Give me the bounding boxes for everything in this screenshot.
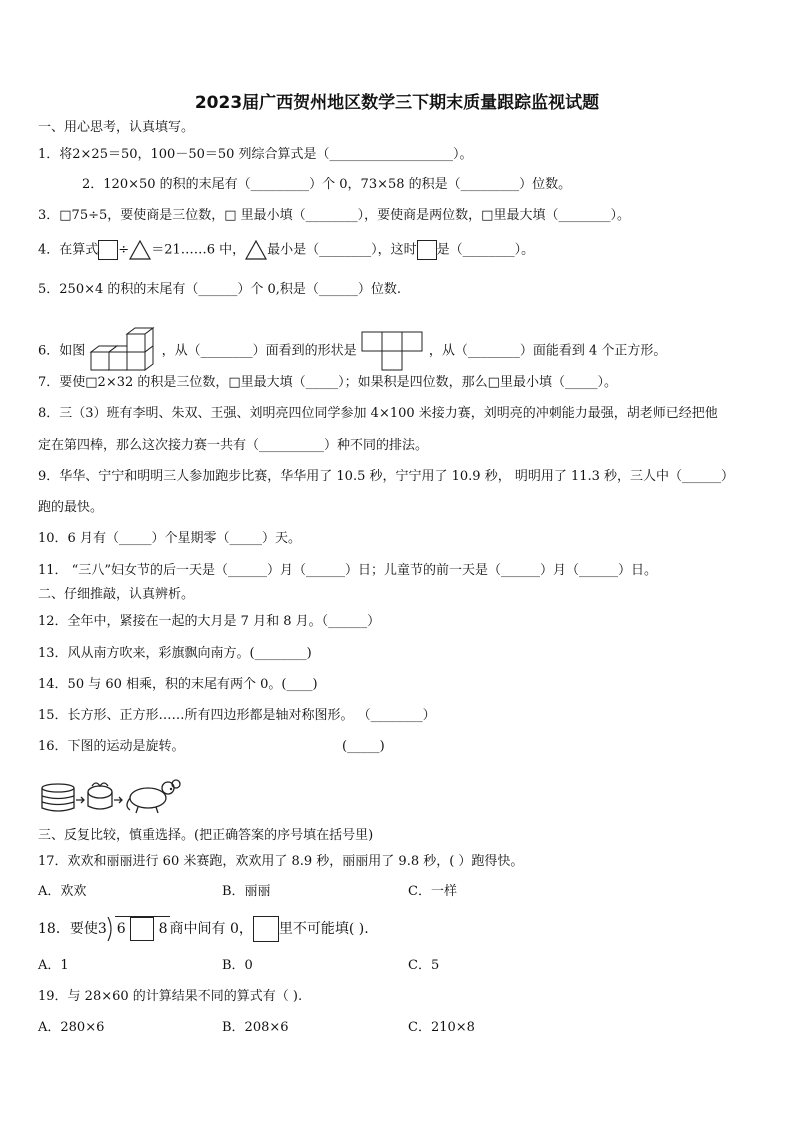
q18-option-c: C．5 (408, 958, 440, 973)
q4-text-b: ÷ (118, 242, 130, 258)
q18-text-b: 商中间有 0， (169, 921, 253, 937)
question-12: 12．全年中，紧接在一起的大月是 7 月和 8 月。（______） (38, 614, 381, 629)
view-shape-figure (361, 331, 425, 371)
triangle-icon (129, 240, 151, 260)
q18-digit-1: 6 (116, 921, 126, 937)
q6-text-c: ，从（________）面能看到 4 个正方形。 (428, 343, 667, 359)
square-box-icon (98, 240, 118, 260)
question-19: 19．与 28×60 的计算结果不同的算式有（ ). (38, 989, 303, 1004)
q19-option-c: C．210×8 (408, 1020, 475, 1035)
question-9-line-2: 跑的最快。 (38, 500, 104, 515)
rotation-motion-figure (40, 776, 190, 816)
cube-stack-figure (89, 326, 157, 376)
question-2: 2．120×50 的积的末尾有（_________）个 0，73×58 的积是（_________）位数。 (82, 177, 572, 192)
q4-text-a: 4．在算式 (38, 242, 99, 258)
section-1-heading: 一、用心思考，认真填写。 (38, 120, 195, 135)
q18-text-a: 18．要使 (38, 921, 98, 937)
q6-text-b: ，从（________）面看到的形状是 (161, 343, 357, 359)
q17-option-c: C．一样 (408, 884, 457, 899)
q6-text-a: 6．如图 (38, 343, 86, 359)
square-box-icon (253, 916, 279, 942)
question-10: 10．6 月有（_____）个星期零（_____）天。 (38, 531, 301, 546)
q19-option-b: B．208×6 (222, 1020, 289, 1035)
q18-dividend (115, 916, 170, 941)
q18-divisor: 3 (97, 921, 107, 937)
question-7: 7．要使□2×32 的积是三位数，□里最大填（_____）；如果积是四位数，那么□里最小填（_____）。 (38, 375, 617, 390)
question-16-blank: (_____) (342, 739, 385, 754)
question-15: 15．长方形、正方形……所有四边形都是轴对称图形。 （________） (38, 708, 436, 723)
q19-option-a: A．280×6 (38, 1020, 105, 1035)
question-3: 3．□75÷5，要使商是三位数，□ 里最小填（________），要使商是两位数，□里最大填（________）。 (38, 208, 630, 223)
question-6 (38, 326, 666, 376)
question-9-line-1: 9．华华、宁宁和明明三人参加跑步比赛，华华用了 10.5 秒，宁宁用了 10.9 秒， 明明用了 11.3 秒，三人中（______） (38, 469, 735, 484)
question-11: 11． “三八”妇女节的后一天是（______）月（______）日；儿童节的前一天是（______）月（______）日。 (38, 563, 657, 578)
square-box-icon (130, 917, 154, 941)
long-division-bracket-icon (107, 916, 115, 942)
question-16: 16．下图的运动是旋转。 (38, 739, 185, 754)
question-1: 1．将2×25＝50，100－50＝50 列综合算式是（___________________）。 (38, 147, 473, 162)
question-13: 13．风从南方吹来，彩旗飘向南方。(________) (38, 646, 312, 661)
q4-text-e: 是（________）。 (436, 242, 535, 258)
q18-digit-3: 8 (158, 921, 168, 937)
question-4 (38, 240, 534, 261)
q18-text-c: 里不可能填( ). (278, 921, 369, 937)
page-title: 2023届广西贺州地区数学三下期末质量跟踪监视试题 (194, 93, 600, 113)
question-5: 5．250×4 的积的末尾有（______）个 0,积是（______）位数. (38, 282, 402, 297)
section-3-heading: 三、反复比较，慎重选择。(把正确答案的序号填在括号里) (38, 828, 374, 843)
q17-option-a: A．欢欢 (38, 884, 87, 899)
q4-text-d: 最小是（________），这时 (267, 242, 417, 258)
question-8-line-2: 定在第四棒，那么这次接力赛一共有（__________）种不同的排法。 (38, 438, 429, 453)
question-18 (38, 916, 369, 942)
q4-text-c: ＝21……6 中， (151, 242, 246, 258)
square-box-icon (417, 240, 437, 260)
q17-option-b: B．丽丽 (222, 884, 271, 899)
q18-option-a: A．1 (38, 958, 69, 973)
triangle-icon (245, 240, 267, 260)
section-2-heading: 二、仔细推敲，认真辨析。 (38, 587, 195, 602)
question-17: 17．欢欢和丽丽进行 60 米赛跑，欢欢用了 8.9 秒，丽丽用了 9.8 秒，( ）跑得快。 (38, 854, 524, 869)
question-14: 14．50 与 60 相乘，积的末尾有两个 0。(____) (38, 677, 318, 692)
question-8-line-1: 8．三（3）班有李明、朱双、王强、刘明亮四位同学参加 4×100 米接力赛，刘明亮的冲刺能力最强，胡老师已经把他 (38, 406, 718, 421)
q18-option-b: B．0 (222, 958, 253, 973)
